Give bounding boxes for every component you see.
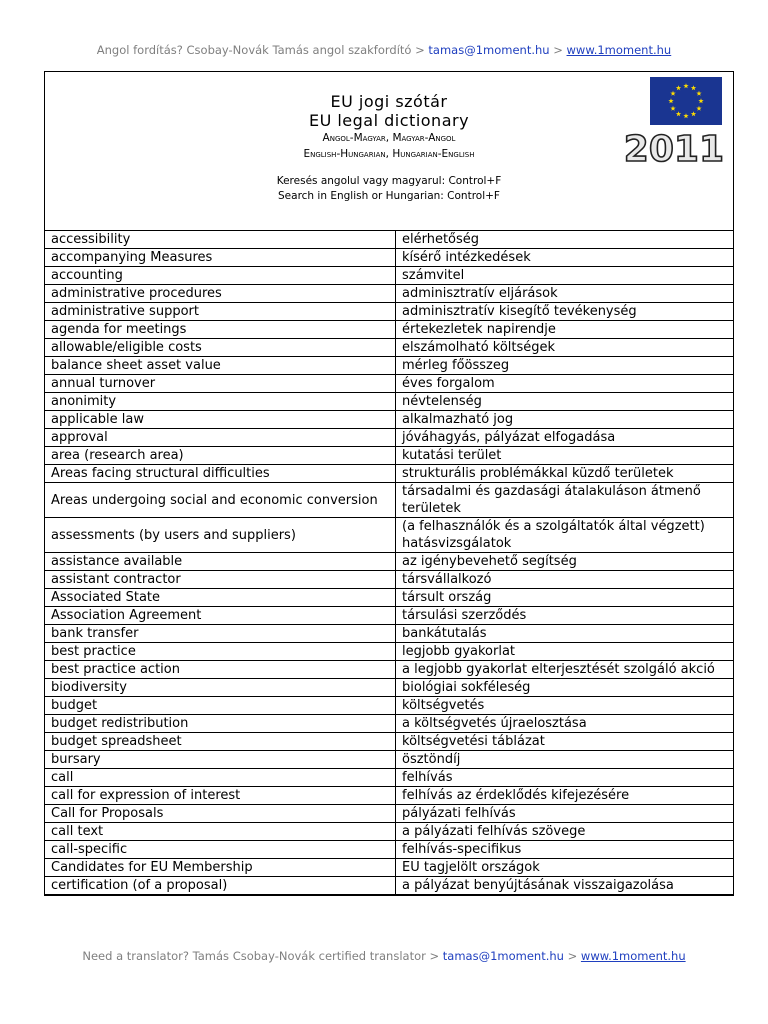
- table-row: [45, 769, 733, 787]
- table-row: [45, 805, 733, 823]
- header-email-link[interactable]: tamas@1moment.hu: [428, 43, 550, 57]
- hungarian-term: a legjobb gyakorlat elterjesztését szolgáló akció: [396, 661, 734, 679]
- table-row: [45, 733, 733, 751]
- hungarian-term: társulási szerződés: [396, 607, 734, 625]
- english-term: area (research area): [45, 447, 396, 465]
- english-term: budget redistribution: [45, 715, 396, 733]
- hungarian-term: (a felhasználók és a szolgáltatók által végzett) hatásvizsgálatok: [396, 518, 734, 553]
- hungarian-term: a pályázat benyújtásának visszaigazolása: [396, 877, 734, 895]
- english-term: Association Agreement: [45, 607, 396, 625]
- year-badge: 2011: [623, 129, 724, 170]
- table-row: [45, 841, 733, 859]
- eu-star-icon: [696, 106, 701, 111]
- footer-separator: >: [563, 949, 581, 963]
- table-row: [45, 589, 733, 607]
- english-term: administrative procedures: [45, 285, 396, 303]
- header-text: Angol fordítás? Csobay-Novák Tamás angol szakfordító >: [96, 43, 429, 57]
- english-term: assistant contractor: [45, 571, 396, 589]
- hungarian-term: pályázati felhívás: [396, 805, 734, 823]
- hungarian-term: strukturális problémákkal küzdő területek: [396, 465, 734, 483]
- english-term: bursary: [45, 751, 396, 769]
- english-term: best practice action: [45, 661, 396, 679]
- table-row: [45, 483, 733, 518]
- search-hint-hungarian: Keresés angolul vagy magyarul: Control+F: [276, 175, 502, 187]
- hungarian-term: éves forgalom: [396, 375, 734, 393]
- dictionary-table: [45, 231, 733, 895]
- english-term: assistance available: [45, 553, 396, 571]
- english-term: budget spreadsheet: [45, 733, 396, 751]
- table-row: [45, 661, 733, 679]
- footer-email-link[interactable]: tamas@1moment.hu: [442, 949, 564, 963]
- english-term: call for expression of interest: [45, 787, 396, 805]
- eu-star-icon: [676, 111, 681, 116]
- english-term: Associated State: [45, 589, 396, 607]
- table-row: [45, 518, 733, 553]
- table-row: [45, 823, 733, 841]
- english-term: applicable law: [45, 411, 396, 429]
- table-row: [45, 679, 733, 697]
- english-term: anonimity: [45, 393, 396, 411]
- eu-flag-icon: [650, 77, 722, 125]
- table-row: [45, 553, 733, 571]
- title-block: [45, 72, 733, 231]
- hungarian-term: elszámolható költségek: [396, 339, 734, 357]
- hungarian-term: költségvetési táblázat: [396, 733, 734, 751]
- dictionary-sheet: [44, 71, 734, 896]
- eu-star-icon: [670, 91, 675, 96]
- search-hint-english: Search in English or Hungarian: Control+F: [278, 190, 500, 202]
- hungarian-term: névtelenség: [396, 393, 734, 411]
- hungarian-term: bankátutalás: [396, 625, 734, 643]
- table-row: [45, 447, 733, 465]
- hungarian-term: mérleg főösszeg: [396, 357, 734, 375]
- english-term: assessments (by users and suppliers): [45, 518, 396, 553]
- hungarian-term: számvitel: [396, 267, 734, 285]
- table-row: [45, 429, 733, 447]
- eu-star-icon: [683, 113, 688, 118]
- english-term: balance sheet asset value: [45, 357, 396, 375]
- hungarian-term: alkalmazható jog: [396, 411, 734, 429]
- hungarian-term: felhívás: [396, 769, 734, 787]
- table-row: [45, 357, 733, 375]
- english-term: Areas undergoing social and economic conversion: [45, 483, 396, 518]
- hungarian-term: ösztöndíj: [396, 751, 734, 769]
- english-term: allowable/eligible costs: [45, 339, 396, 357]
- hungarian-term: kísérő intézkedések: [396, 249, 734, 267]
- hungarian-term: társadalmi és gazdasági átalakuláson átmenő területek: [396, 483, 734, 518]
- english-term: Candidates for EU Membership: [45, 859, 396, 877]
- hungarian-term: adminisztratív eljárások: [396, 285, 734, 303]
- table-row: [45, 877, 733, 895]
- table-row: [45, 249, 733, 267]
- hungarian-term: a költségvetés újraelosztása: [396, 715, 734, 733]
- hungarian-term: társult ország: [396, 589, 734, 607]
- table-row: [45, 321, 733, 339]
- table-row: [45, 751, 733, 769]
- hungarian-term: költségvetés: [396, 697, 734, 715]
- english-term: biodiversity: [45, 679, 396, 697]
- header-website-link[interactable]: www.1moment.hu: [566, 43, 672, 57]
- hungarian-term: legjobb gyakorlat: [396, 643, 734, 661]
- page-footer: [0, 949, 768, 963]
- table-row: [45, 411, 733, 429]
- eu-flag-stars: [650, 77, 722, 125]
- table-row: [45, 859, 733, 877]
- english-term: Call for Proposals: [45, 805, 396, 823]
- hungarian-term: kutatási terület: [396, 447, 734, 465]
- english-term: call-specific: [45, 841, 396, 859]
- direction-hungarian: Angol-Magyar, Magyar-Angol: [322, 132, 456, 144]
- english-term: budget: [45, 697, 396, 715]
- english-term: approval: [45, 429, 396, 447]
- hungarian-term: értekezletek napirendje: [396, 321, 734, 339]
- table-row: [45, 285, 733, 303]
- table-row: [45, 267, 733, 285]
- table-row: [45, 697, 733, 715]
- english-term: call text: [45, 823, 396, 841]
- hungarian-term: társvállalkozó: [396, 571, 734, 589]
- table-row: [45, 465, 733, 483]
- english-term: best practice: [45, 643, 396, 661]
- table-row: [45, 393, 733, 411]
- eu-star-icon: [683, 83, 688, 88]
- table-row: [45, 375, 733, 393]
- dictionary-table-body: [45, 231, 733, 895]
- eu-star-icon: [670, 106, 675, 111]
- hungarian-term: EU tagjelölt országok: [396, 859, 734, 877]
- table-row: [45, 607, 733, 625]
- table-row: [45, 625, 733, 643]
- title-english: EU legal dictionary: [308, 111, 470, 130]
- table-row: [45, 231, 733, 249]
- eu-star-icon: [668, 98, 673, 103]
- english-term: Areas facing structural difficulties: [45, 465, 396, 483]
- eu-star-icon: [691, 111, 696, 116]
- hungarian-term: felhívás az érdeklődés kifejezésére: [396, 787, 734, 805]
- hungarian-term: a pályázati felhívás szövege: [396, 823, 734, 841]
- english-term: administrative support: [45, 303, 396, 321]
- hungarian-term: jóváhagyás, pályázat elfogadása: [396, 429, 734, 447]
- table-row: [45, 787, 733, 805]
- footer-text: Need a translator? Tamás Csobay-Novák certified translator >: [82, 949, 443, 963]
- eu-star-icon: [696, 91, 701, 96]
- eu-star-icon: [676, 85, 681, 90]
- hungarian-term: biológiai sokféleség: [396, 679, 734, 697]
- english-term: accompanying Measures: [45, 249, 396, 267]
- english-term: agenda for meetings: [45, 321, 396, 339]
- english-term: accessibility: [45, 231, 396, 249]
- table-row: [45, 643, 733, 661]
- english-term: annual turnover: [45, 375, 396, 393]
- english-term: certification (of a proposal): [45, 877, 396, 895]
- eu-star-icon: [698, 98, 703, 103]
- hungarian-term: felhívás-specifikus: [396, 841, 734, 859]
- title-hungarian: EU jogi szótár: [330, 92, 448, 111]
- english-term: bank transfer: [45, 625, 396, 643]
- eu-star-icon: [691, 85, 696, 90]
- hungarian-term: elérhetőség: [396, 231, 734, 249]
- english-term: call: [45, 769, 396, 787]
- hungarian-term: adminisztratív kisegítő tevékenység: [396, 303, 734, 321]
- table-row: [45, 571, 733, 589]
- english-term: accounting: [45, 267, 396, 285]
- direction-english: English-Hungarian, Hungarian-English: [303, 148, 475, 160]
- footer-website-link[interactable]: www.1moment.hu: [580, 949, 686, 963]
- table-row: [45, 715, 733, 733]
- page-header: [0, 43, 768, 57]
- table-row: [45, 303, 733, 321]
- header-separator: >: [549, 43, 567, 57]
- table-row: [45, 339, 733, 357]
- hungarian-term: az igénybevehető segítség: [396, 553, 734, 571]
